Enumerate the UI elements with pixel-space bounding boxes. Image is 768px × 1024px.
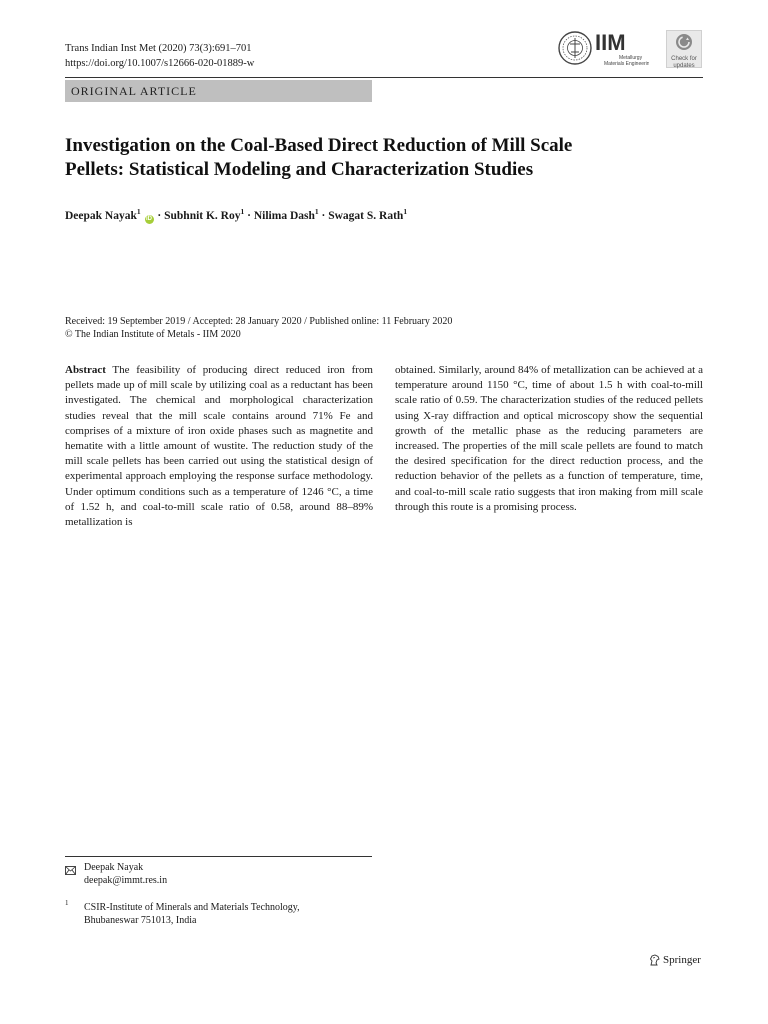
author-name[interactable]: Nilima Dash [253,209,315,222]
iim-caption-line2: Materials Engineering [604,61,649,67]
author-list [65,204,407,224]
title-line1: Investigation on the Coal-Based Direct Reduction of Mill Scale [65,135,573,156]
affiliation-line2: Bhubaneswar 751013, India [84,914,197,926]
article-type-banner: ORIGINAL ARTICLE [65,80,372,102]
correspondent-name: Deepak Nayak [84,862,144,873]
badge-line1: Check for [671,56,697,62]
author-name[interactable]: Swagat S. Rath [328,209,404,222]
correspondent-email[interactable]: deepak@immt.res.in [84,874,168,886]
envelope-icon [65,862,76,880]
iim-wordmark: IIM [595,30,626,55]
affiliation [84,902,300,927]
badge-line2: updates [673,62,695,69]
affiliation-number: 1 [65,899,69,907]
author-affil-ref: 1 [403,207,408,216]
journal-citation: Trans Indian Inst Met (2020) 73(3):691–701 [65,43,252,54]
dates-line: Received: 19 September 2019 / Accepted: 28 January 2020 / Published online: 11 February 2020 [65,316,453,327]
author-separator: · [244,209,254,222]
correspondence [84,862,167,887]
abstract-column-left [65,363,373,530]
abstract-text-left: The feasibility of producing direct reduced iron from pellets made up of mill scale by utilizing coal as a reductant has been investigated. The chemical and morphological characterization studies reveal that the mill scale contains around 71% Fe and comprises of a mixture of iron oxide phases such as magnetite and hematite with a little amount of wustite. The reduction study of the mill scale pellets has been carried out using the statistical design of experimental approach employing the response surface methodology. Under optimum conditions such as a temperature of 1246 °C, a time of 1.52 h, and coal-to-mill scale ratio of 0.58, around 88–89% metallization is [65,364,373,529]
bookmark-refresh-icon [675,33,693,51]
publisher-mark [649,952,701,968]
abstract-text-right: obtained. Similarly, around 84% of metallization can be achieved at a temperature around 1150 °C, time of about 1.5 h with coal-to-mill scale ratio of 0.59. The characterization studies of the reduced pellets using X-ray diffraction and optical microscopy show the sequential growth of the metallic phase as the reducing parameters are increased. The properties of the mill scale pellets are found to match the desired specification for the direct reduction process, and the reduction behavior of the pellets as a function of temperature, time, and coal-to-mill scale ratio suggests that iron making from mill scale through this route is a promising process. [395,364,703,513]
publication-dates [65,315,452,341]
author-name[interactable]: Subhnit K. Roy [164,209,241,222]
author-affil-ref: 1 [314,207,319,216]
iim-caption-line1: Metallurgy [619,55,643,61]
copyright-line: © The Indian Institute of Metals - IIM 2020 [65,329,241,340]
article-title [65,134,695,182]
publisher-name: Springer [663,954,701,966]
affiliation-line1: CSIR-Institute of Minerals and Materials Technology, [84,902,300,913]
journal-header [65,41,254,71]
author-name[interactable]: Deepak Nayak [65,209,137,222]
abstract-keyword: Abstract [65,364,106,376]
check-for-updates-badge[interactable] [666,30,702,68]
iim-emblem-icon [557,28,649,70]
author-affil-ref: 1 [240,207,245,216]
author-separator: · [154,209,165,222]
title-line2: Pellets: Statistical Modeling and Characterization Studies [65,159,534,180]
orcid-icon[interactable]: iD [146,215,153,222]
footnote-divider [65,856,372,857]
author-separator: · [318,209,329,222]
springer-horse-icon [649,954,660,966]
doi-link[interactable]: https://doi.org/10.1007/s12666-020-01889-w [65,58,255,69]
abstract-column-right [395,363,703,515]
author-affil-ref: 1 [136,207,141,216]
iim-logo [557,28,649,70]
header-divider [65,77,703,78]
